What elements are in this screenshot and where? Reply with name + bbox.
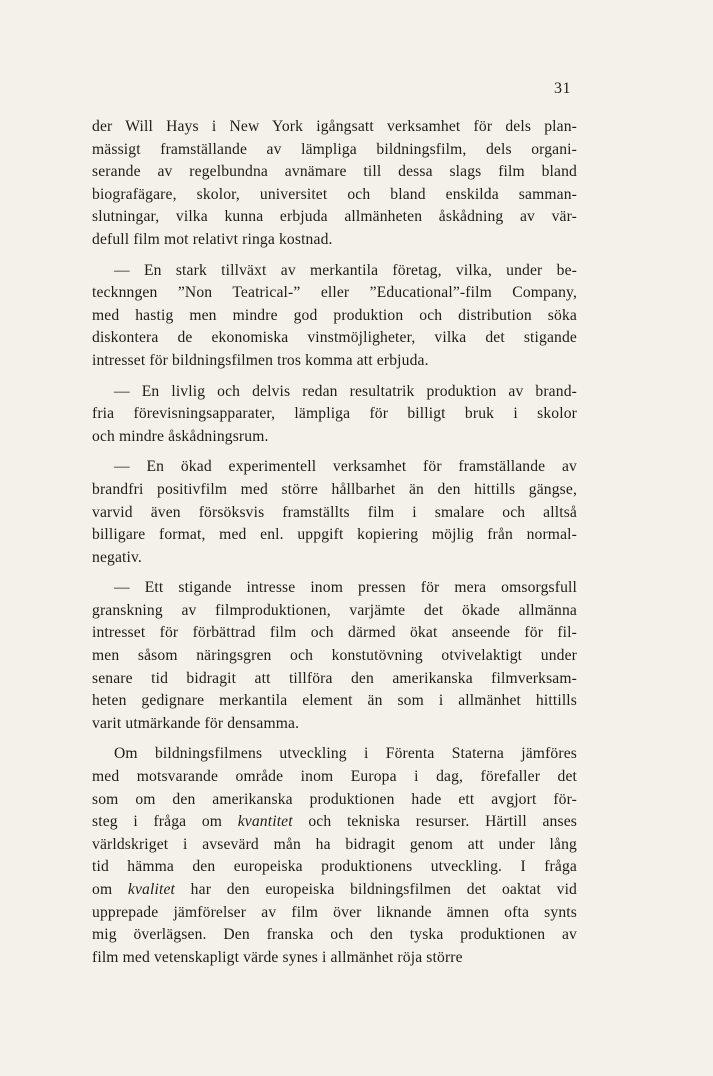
text-segment: varvid även försöksvis framställts film i smalare och alltså	[92, 503, 577, 521]
text-segment: världskriget i avsevärd mån ha bidragit genom att under lång	[92, 835, 577, 853]
text-segment: fria förevisningsapparater, lämpliga för billigt bruk i skolor	[92, 405, 577, 423]
text-line	[92, 600, 577, 623]
text-segment: men såsom näringsgren och konstutövning otvivelaktigt under	[92, 647, 577, 665]
text-segment: steg i fråga om	[92, 813, 238, 831]
text-line	[92, 305, 577, 328]
text-segment: intresset för bildningsfilmen tros komma att erbjuda.	[92, 351, 429, 369]
emphasized-word: kvantitet	[237, 813, 293, 831]
text-segment: defull film mot relativt ringa kostnad.	[92, 230, 333, 248]
text-line	[92, 645, 577, 668]
text-segment: med hastig men mindre god produktion och distribution söka	[92, 306, 577, 324]
text-line	[92, 902, 577, 925]
paragraph-gap	[92, 373, 577, 381]
text-line	[92, 766, 577, 789]
text-segment: — En ökad experimentell verksamhet för framställande av	[114, 458, 577, 476]
text-line	[92, 229, 577, 252]
text-line	[92, 184, 577, 207]
text-segment: mig överlägsen. Den franska och den tyska produktionen av	[92, 926, 577, 944]
text-segment: tecknngen ”Non Teatrical-” eller ”Educational”-film Company,	[92, 284, 577, 302]
text-segment: senare tid bidragit att tillföra den amerikanska filmverksam-	[92, 669, 577, 687]
text-line	[92, 403, 577, 426]
text-segment: Om bildningsfilmens utveckling i Förenta Staterna jämföres	[114, 745, 577, 763]
paragraph-gap	[92, 448, 577, 456]
text-line	[92, 690, 577, 713]
text-segment: som om den amerikanska produktionen hade ett avgjort för-	[92, 790, 577, 808]
text-segment: med motsvarande område inom Europa i dag, förefaller det	[92, 768, 577, 786]
text-line	[92, 834, 577, 857]
paragraph	[92, 743, 577, 969]
emphasized-word: kvalitet	[127, 881, 175, 898]
text-line	[92, 524, 577, 547]
text-segment: upprepade jämförelser av film över liknande ämnen ofta synts	[92, 903, 577, 921]
text-segment: om	[92, 881, 128, 898]
paragraph-gap	[92, 252, 577, 260]
paragraph	[92, 381, 577, 449]
text-segment: varit utmärkande för densamma.	[92, 714, 300, 732]
text-segment: heten gedignare merkantila element än som i allmänhet hittills	[92, 692, 577, 710]
paragraph	[92, 577, 577, 735]
text-segment: mässigt framställande av lämpliga bildningsfilm, dels organi-	[92, 140, 577, 158]
paragraph	[92, 116, 577, 252]
text-line	[92, 456, 577, 479]
text-segment: har den europeiska bildningsfilmen det oaktat vid	[175, 881, 577, 898]
text-line	[92, 668, 577, 691]
text-segment: — En livlig och delvis redan resultatrik produktion av brand-	[114, 382, 577, 400]
text-segment: serande av regelbundna avnämare till dessa slags film bland	[92, 163, 577, 181]
text-segment: film med vetenskapligt värde synes i allmänhet röja större	[92, 948, 463, 966]
text-segment: tid hämma den europeiska produktionens utveckling. I fråga	[92, 858, 577, 876]
text-segment: granskning av filmproduktionen, varjämte det ökade allmänna	[92, 601, 577, 619]
paragraph	[92, 260, 577, 373]
text-line	[92, 947, 577, 970]
text-line	[92, 350, 577, 373]
text-line	[92, 622, 577, 645]
text-line	[92, 426, 577, 449]
text-line	[92, 713, 577, 736]
text-segment: slutningar, vilka kunna erbjuda allmänheten åskådning av vär-	[92, 208, 577, 226]
text-line	[92, 502, 577, 525]
text-line	[92, 577, 577, 600]
text-line	[92, 479, 577, 502]
text-line	[92, 811, 577, 834]
text-line	[92, 282, 577, 305]
text-line	[92, 924, 577, 947]
text-segment: — En stark tillväxt av merkantila företag, vilka, under be-	[114, 261, 577, 279]
text-line	[92, 327, 577, 350]
page-number: 31	[554, 80, 571, 97]
text-line	[92, 879, 577, 902]
text-line	[92, 116, 577, 139]
text-segment: negativ.	[92, 548, 142, 566]
text-line	[92, 743, 577, 766]
text-segment: diskontera de ekonomiska vinstmöjligheter, vilka det stigande	[92, 329, 577, 347]
text-segment: billigare format, med enl. uppgift kopiering möjlig från normal-	[92, 526, 577, 544]
text-line	[92, 139, 577, 162]
text-segment: intresset för förbättrad film och därmed ökat anseende för fil-	[92, 624, 577, 642]
paragraph-gap	[92, 735, 577, 743]
text-segment: — Ett stigande intresse inom pressen för mera omsorgsfull	[114, 579, 577, 597]
text-line	[92, 260, 577, 283]
text-segment: och mindre åskådningsrum.	[92, 427, 269, 445]
text-line	[92, 206, 577, 229]
text-segment: brandfri positivfilm med större hållbarhet än den hittills gängse,	[92, 480, 577, 498]
paragraph-gap	[92, 569, 577, 577]
text-segment: der Will Hays i New York igångsatt verksamhet för dels plan-	[92, 118, 577, 135]
text-line	[92, 547, 577, 570]
text-segment: och tekniska resurser. Härtill anses	[292, 813, 577, 831]
text-line	[92, 381, 577, 404]
text-line	[92, 856, 577, 879]
text-line	[92, 789, 577, 812]
text-line	[92, 161, 577, 184]
body-text	[92, 116, 577, 969]
paragraph	[92, 456, 577, 569]
text-segment: biografägare, skolor, universitet och bland enskilda samman-	[92, 185, 577, 203]
